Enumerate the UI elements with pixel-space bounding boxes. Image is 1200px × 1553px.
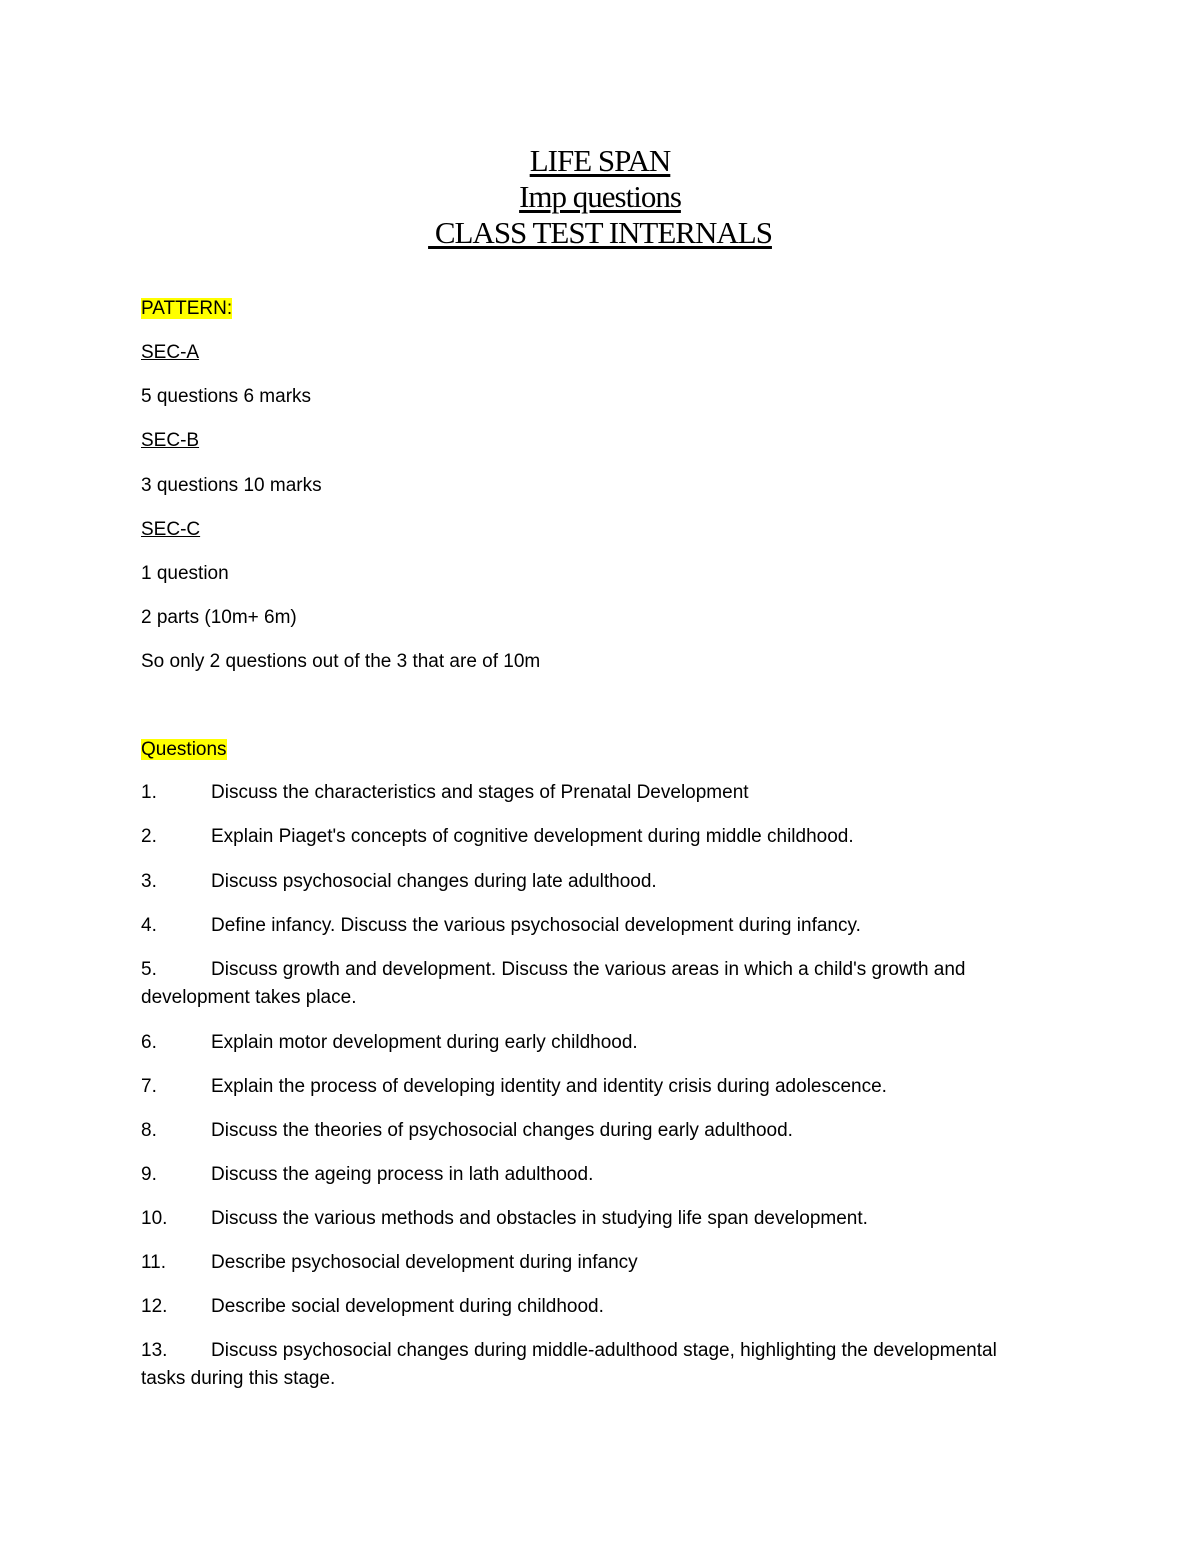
question-number: 10. xyxy=(141,1208,168,1229)
question-item xyxy=(141,1073,1041,1101)
document-title xyxy=(0,143,1200,251)
question-text: Define infancy. Discuss the various psychosocial development during infancy. xyxy=(211,915,861,936)
sec-b-label: SEC-B xyxy=(141,430,200,451)
questions-heading: Questions xyxy=(141,739,227,760)
question-item xyxy=(141,779,1041,807)
question-item xyxy=(141,868,1041,896)
question-item xyxy=(141,1161,1041,1189)
question-number: 7. xyxy=(141,1076,157,1097)
question-item xyxy=(141,1205,1041,1233)
question-item xyxy=(141,823,1041,851)
sec-c-text-1: 1 question xyxy=(141,563,229,584)
sec-a-text: 5 questions 6 marks xyxy=(141,386,312,407)
question-text: Describe psychosocial development during infancy xyxy=(211,1252,638,1273)
question-item xyxy=(141,1249,1041,1277)
sec-b-text: 3 questions 10 marks xyxy=(141,475,322,496)
question-number: 13. xyxy=(141,1340,168,1361)
pattern-heading: PATTERN: xyxy=(141,298,233,319)
question-number: 5. xyxy=(141,959,157,980)
question-item xyxy=(141,912,1041,940)
pattern-note: So only 2 questions out of the 3 that are of 10m xyxy=(141,651,541,672)
title-line-3: CLASS TEST INTERNALS xyxy=(428,215,772,250)
question-number: 9. xyxy=(141,1164,157,1185)
sec-c-text-2: 2 parts (10m+ 6m) xyxy=(141,607,297,628)
question-number: 2. xyxy=(141,826,157,847)
title-line-1: LIFE SPAN xyxy=(529,143,671,178)
question-number: 1. xyxy=(141,782,157,803)
sec-a-label: SEC-A xyxy=(141,342,200,363)
question-number: 12. xyxy=(141,1296,168,1317)
question-number: 4. xyxy=(141,915,157,936)
title-line-2: Imp questions xyxy=(519,179,681,214)
question-number: 3. xyxy=(141,871,157,892)
question-text: Discuss the theories of psychosocial changes during early adulthood. xyxy=(211,1120,793,1141)
question-text: Discuss psychosocial changes during late adulthood. xyxy=(211,871,657,892)
question-item xyxy=(141,1029,1041,1057)
question-text: Discuss the characteristics and stages of Prenatal Development xyxy=(211,782,749,803)
question-text: Describe social development during childhood. xyxy=(211,1296,604,1317)
question-number: 6. xyxy=(141,1032,157,1053)
question-item xyxy=(141,956,1041,1012)
question-text: Discuss psychosocial changes during middle-adulthood stage, highlighting the developmental tasks during this stage. xyxy=(141,1340,997,1389)
question-number: 8. xyxy=(141,1120,157,1141)
question-item xyxy=(141,1117,1041,1145)
question-text: Explain the process of developing identity and identity crisis during adolescence. xyxy=(211,1076,887,1097)
question-text: Explain Piaget's concepts of cognitive development during middle childhood. xyxy=(211,826,854,847)
question-text: Explain motor development during early childhood. xyxy=(211,1032,638,1053)
question-text: Discuss growth and development. Discuss the various areas in which a child's growth and development takes place. xyxy=(141,959,966,1008)
question-number: 11. xyxy=(141,1252,167,1273)
question-item xyxy=(141,1293,1041,1321)
question-text: Discuss the ageing process in lath adulthood. xyxy=(211,1164,594,1185)
sec-c-label: SEC-C xyxy=(141,519,201,540)
question-item xyxy=(141,1337,1041,1393)
question-text: Discuss the various methods and obstacles in studying life span development. xyxy=(211,1208,868,1229)
